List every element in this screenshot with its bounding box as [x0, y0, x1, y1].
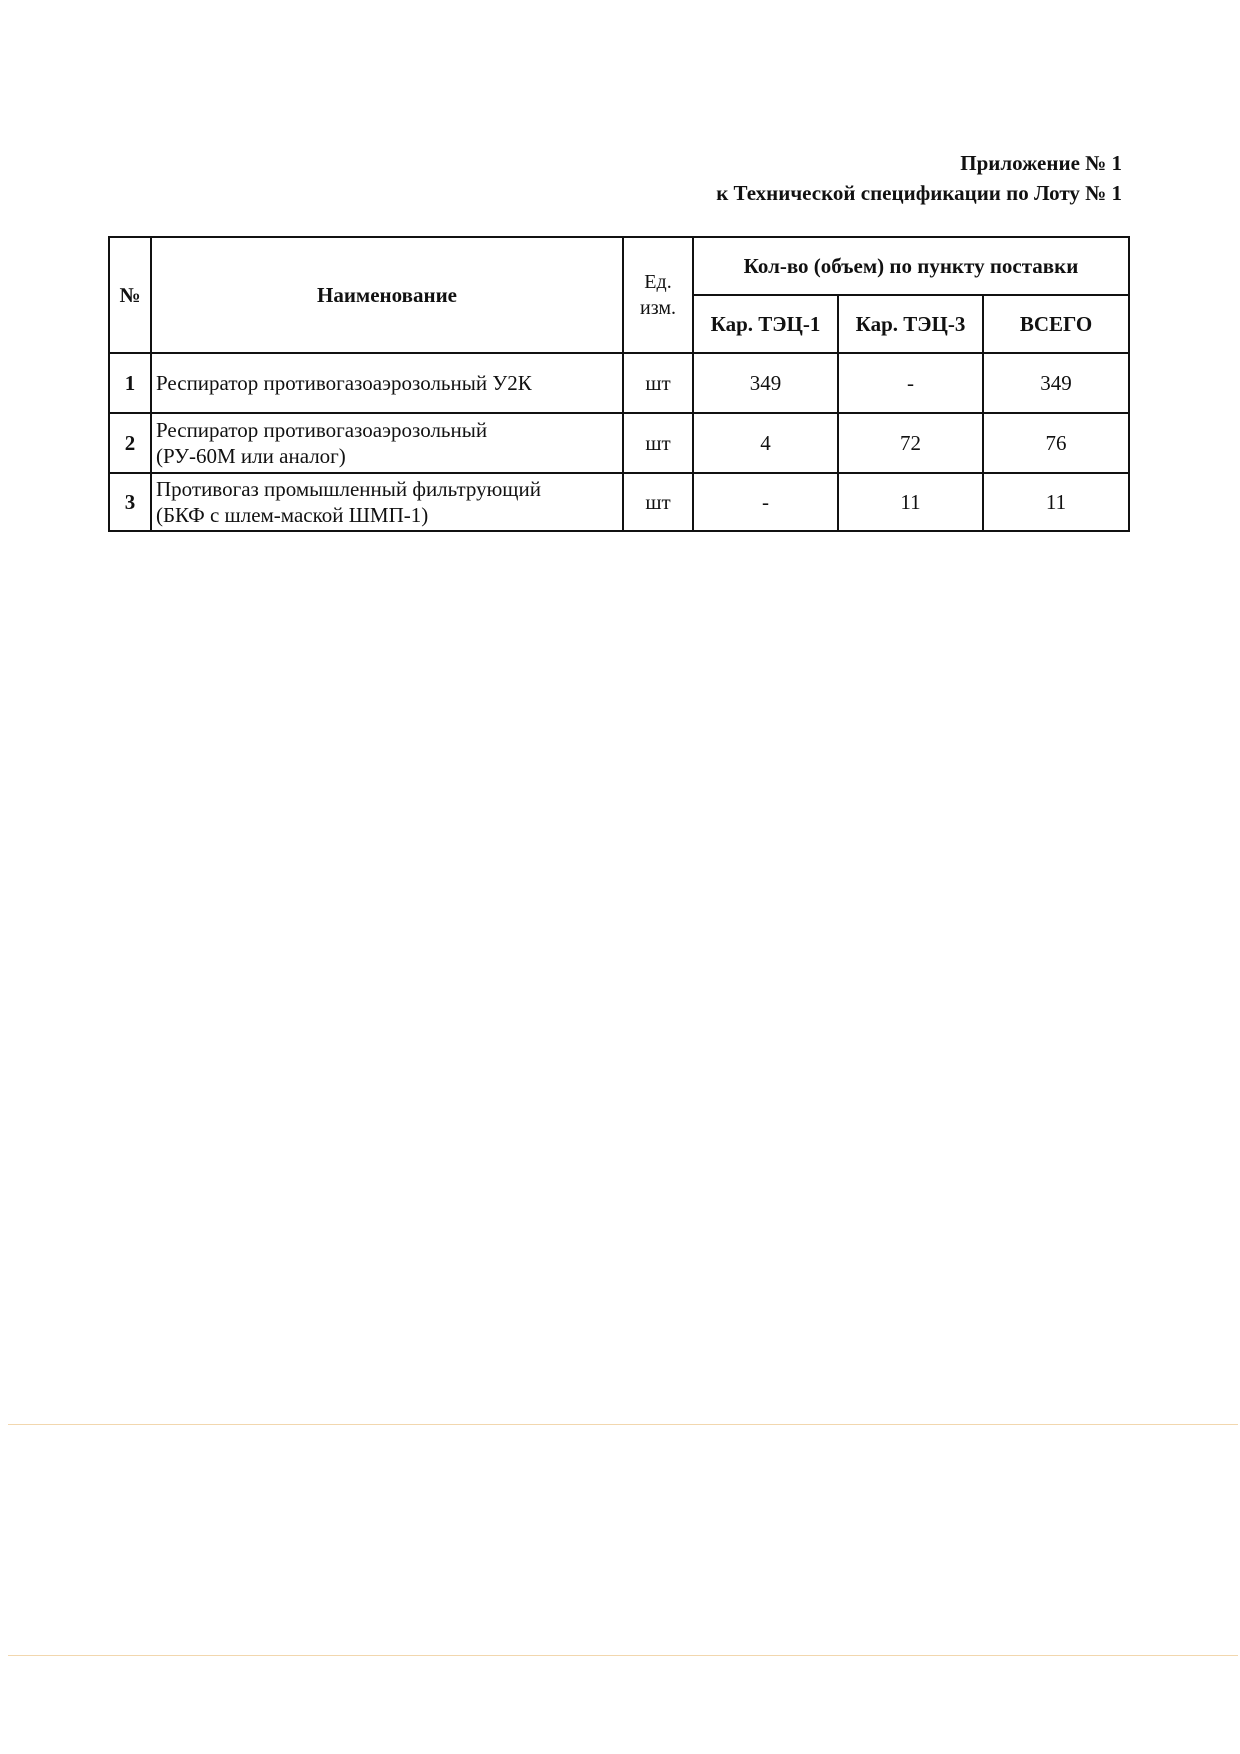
row-name [151, 413, 623, 473]
row-name-line1: Противогаз промышленный фильтрующий [156, 477, 541, 501]
table-row [109, 353, 1129, 413]
scan-line-divider [8, 1655, 1238, 1656]
table-row [109, 413, 1129, 473]
row-total: 76 [983, 413, 1129, 473]
appendix-subtitle: к Технической спецификации по Лоту № 1 [716, 181, 1122, 205]
appendix-title: Приложение № 1 [960, 151, 1122, 175]
row-kar-tec3: 72 [838, 413, 983, 473]
row-name [151, 473, 623, 531]
row-number: 1 [109, 353, 151, 413]
table-row [109, 473, 1129, 531]
specification-table [108, 236, 1130, 532]
header-name: Наименование [151, 237, 623, 353]
row-number: 2 [109, 413, 151, 473]
header-unit: Ед. изм. [623, 237, 693, 353]
header-kar-tec3: Кар. ТЭЦ-3 [838, 295, 983, 353]
row-kar-tec1: - [693, 473, 838, 531]
row-name: Респиратор противогазоаэрозольный У2К [151, 353, 623, 413]
header-kar-tec1: Кар. ТЭЦ-1 [693, 295, 838, 353]
row-unit: шт [623, 473, 693, 531]
row-unit: шт [623, 353, 693, 413]
row-name-line2: (БКФ с шлем-маской ШМП-1) [156, 503, 429, 527]
row-name-line2: (РУ-60М или аналог) [156, 444, 346, 468]
row-number: 3 [109, 473, 151, 531]
appendix-heading [716, 148, 1122, 208]
row-kar-tec1: 349 [693, 353, 838, 413]
row-unit: шт [623, 413, 693, 473]
row-total: 11 [983, 473, 1129, 531]
header-total: ВСЕГО [983, 295, 1129, 353]
row-name-line1: Респиратор противогазоаэрозольный [156, 418, 488, 442]
row-kar-tec3: 11 [838, 473, 983, 531]
header-quantity-group: Кол-во (объем) по пункту поставки [693, 237, 1129, 295]
row-kar-tec3: - [838, 353, 983, 413]
scan-line-divider [8, 1424, 1238, 1425]
header-number: № [109, 237, 151, 353]
row-total: 349 [983, 353, 1129, 413]
row-kar-tec1: 4 [693, 413, 838, 473]
